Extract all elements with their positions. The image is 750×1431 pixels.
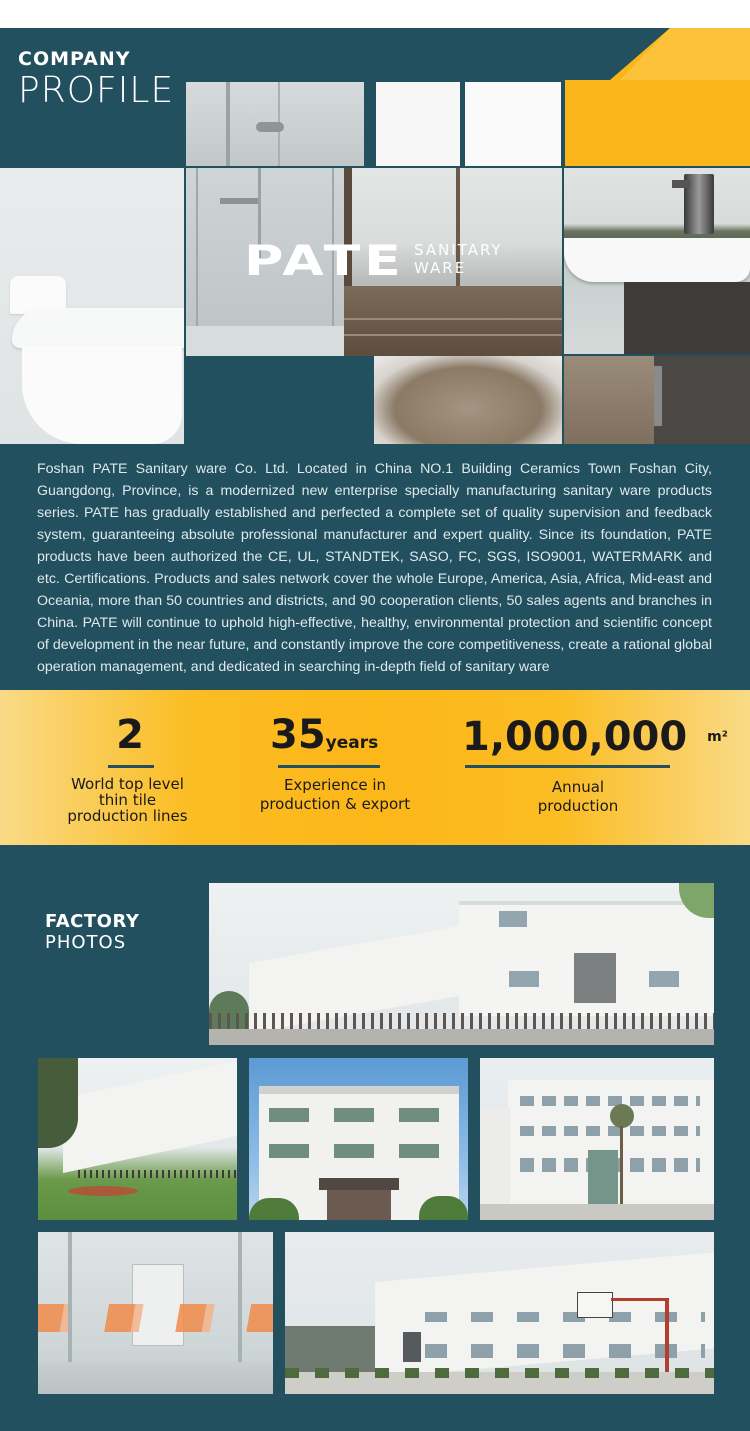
toilet-photo bbox=[0, 168, 184, 444]
stat-number-production-lines: 2 bbox=[116, 712, 144, 758]
stat-label-line: production lines bbox=[67, 807, 188, 825]
stat-underline bbox=[108, 765, 154, 768]
stat-number-years bbox=[270, 712, 400, 766]
carpet-photo-2 bbox=[564, 356, 750, 444]
logo-wordmark: PATE bbox=[244, 240, 405, 285]
stat-unit-annual: m² bbox=[707, 729, 728, 745]
stat-label-line: World top level bbox=[71, 775, 184, 793]
yellow-corner-shape bbox=[560, 28, 750, 166]
factory-photo-palms bbox=[480, 1058, 714, 1220]
company-profile-banner bbox=[0, 28, 750, 444]
company-description: Foshan PATE Sanitary ware Co. Ltd. Located in China NO.1 Building Ceramics Town Foshan City, Guangdong, Province, is a modernized new enterprise specially manufacturing sanitary ware products series. PATE has gradually established and perfected a complete set of quality supervision and feedback system, guaranteeing absolute professional manufacturer and expert quality. Since its foundation, PATE products have been authorized the CE, UL, STANDTEK, SASO, FC, SGS, ISO9001, WATERMARK and etc. Certifications. Products and sales network cover the whole Europe, America, Asia, Africa, Mid-east and Oceania, more than 50 countries and districts, and 90 cooperation clients, 50 sales agents and branches in China. PATE will continue to uphold high-effective, healthy, environmental protection and scientific concept of development in the near future, and constantly improve the core competitiveness, create a rational global operation management, and dedicated in searching in-depth field of sanitary ware bbox=[37, 461, 712, 675]
factory-photo-lawn bbox=[38, 1058, 237, 1220]
stat-label-production-lines bbox=[40, 776, 215, 824]
white-tile-top bbox=[376, 82, 460, 166]
white-tile-top-2 bbox=[465, 82, 561, 166]
stat-label-line: Annual bbox=[551, 778, 605, 796]
profile-heading-light: PROFILE bbox=[18, 70, 175, 111]
stat-label-line: production bbox=[537, 797, 619, 815]
factory-photo-office-building bbox=[249, 1058, 468, 1220]
pate-logo bbox=[244, 240, 514, 286]
factory-photo-basketball bbox=[285, 1232, 714, 1394]
stat-label-line: production & export bbox=[259, 795, 411, 813]
profile-heading-bold: COMPANY bbox=[18, 48, 131, 70]
shower-top-photo bbox=[186, 82, 364, 166]
stat-unit-years: years bbox=[325, 733, 379, 753]
factory-photo-main bbox=[209, 883, 714, 1045]
logo-tagline-1: SANITARY bbox=[414, 241, 503, 259]
carpet-photo bbox=[374, 356, 562, 444]
company-description-section bbox=[0, 444, 750, 690]
stat-label-line: thin tile bbox=[98, 791, 157, 809]
stat-label-line: Experience in bbox=[283, 776, 387, 794]
stat-label-experience bbox=[245, 776, 425, 814]
stat-underline bbox=[278, 765, 380, 768]
factory-heading-bold: FACTORY bbox=[45, 911, 140, 932]
factory-photos-section bbox=[0, 845, 750, 1431]
stat-value-years: 35 bbox=[270, 712, 326, 758]
stat-value-annual: 1,000,000 bbox=[462, 714, 688, 760]
basin-faucet-photo bbox=[564, 168, 750, 354]
stat-number-annual bbox=[462, 714, 728, 760]
factory-photo-interior bbox=[38, 1232, 273, 1394]
logo-tagline-2: WARE bbox=[414, 259, 467, 277]
stat-label-annual bbox=[488, 778, 668, 816]
stat-underline bbox=[465, 765, 670, 768]
stats-band bbox=[0, 690, 750, 845]
factory-heading-light: PHOTOS bbox=[45, 932, 127, 953]
